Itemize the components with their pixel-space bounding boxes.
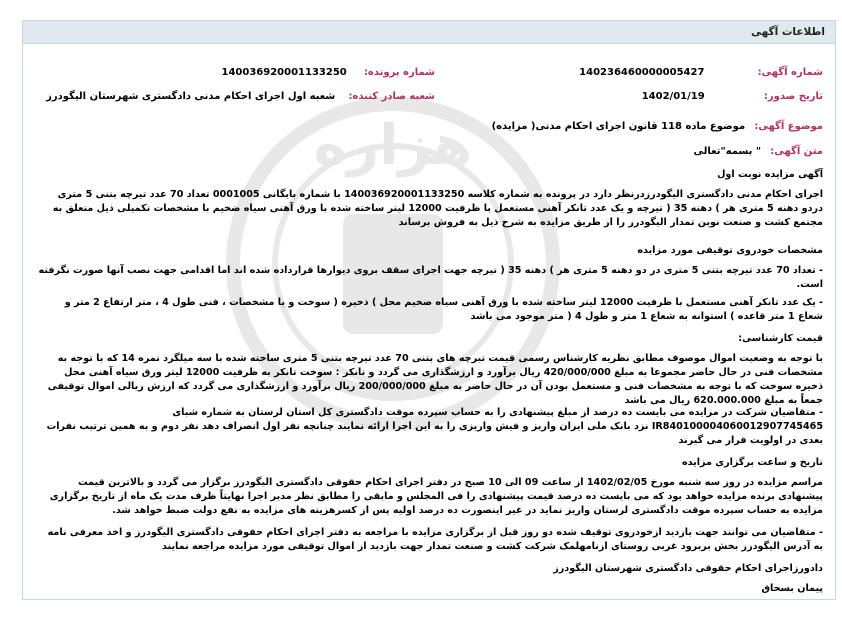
ad-number-row (579, 66, 823, 79)
case-number-label: شماره پرونده: (363, 67, 435, 78)
issue-date-row (642, 90, 823, 103)
watermark-text: هزاره (313, 113, 473, 178)
case-number-value: 140036920001133250 (221, 67, 347, 78)
case-number-row (222, 66, 436, 79)
price-heading: قیمت کارشناسی: (738, 333, 823, 344)
issuing-branch-label: شعبه صادر کننده: (348, 91, 435, 102)
text-label: متن آگهی: (770, 146, 823, 157)
issuing-branch-value: شعبه اول اجرای احکام مدنی دادگستری شهرستان الیگودرز (46, 91, 336, 102)
panel-title: اطلاعات آگهی (23, 21, 835, 44)
subject-label: موضوع آگهی: (754, 121, 823, 132)
specs-heading: مشخصات خودروی توقیفی مورد مزایده (637, 245, 823, 256)
paragraph-schedule: مراسم مزایده در روز سه شنبه مورخ 1402/02/05 از ساعت 09 الی 10 صبح در دفتر اجرای احکام حقوقی دادگستری الیگودرز برگزار می گردد و بالاترین قیمت پیشنهادی برنده مزایده خواهد بود که می بایست ده درصد قیمت پیشنهادی را فی المجلس و مابقی را مطابق نظر مدیر اجرا نهایتاً ظرف مدت یک ماه از تاریخ برگزاری مزایده به حساب سپرده موقت دادگستری لرستان واریز نماید در غیر اینصورت ده درصد اولیه پس از کسرهزینه های مزایده به نفع دولت ضبط خواهد شد. (49, 477, 823, 516)
spec-item-1: - تعداد 70 عدد تیرچه بتنی 5 متری در دو دهنه 5 متری هر ) دهنه 35 ( تیرچه جهت اجرای سقف بروی دیوارها قرارداده شده اند اما اقدامی جهت نصب آنها صورت نگرفته است. (38, 265, 823, 290)
spec-item-2: - یک عدد تانکر آهنی مستعمل با ظرفیت 12000 لیتر ساخته شده با ورق آهنی سیاه ضخیم محل ) ذخیره ( سوخت و با مشخصات ، فنی طول 4 ، متر ارتفاع 2 متر و شعاع 1 متر قاعده ) استوانه به شعاع 1 متر و طول 4 ( متر موجود می باشد (64, 297, 823, 322)
ad-number-value: 140236460000005427 (579, 67, 705, 78)
paragraph-visit: - متقاضیان می توانند جهت بازدید ازخودروی توقیف شده دو روز قبل از برگزاری مزایده با مراجعه به دفتر اجرای احکام حقوقی دادگستری الیگودرز و اخذ معرفی نامه به آدرس الیگودرز بخش بربرود غربی روستای ازنامهلمک شرکت کشت و صنعت تمدار جهت بازدید از اموال توقیفی مورد مزایده مراجعه نمایند (47, 527, 823, 552)
issue-date-label: تاریخ صدور: (763, 91, 823, 102)
text-row (693, 145, 823, 158)
subject-value: موضوع ماده 118 قانون اجرای احکام مدنی( مزایده) (491, 121, 746, 132)
paragraph-intro: اجرای احکام مدنی دادگستری الیگودرزدرنظر دارد در پرونده به شماره کلاسه 140036920001133250 با شماره بایگانی 0001005 تعداد 70 عدد تیرچه بتنی 5 متری دردو دهنه 5 متری هر ) دهنه 35 ( تیرچه و یک عدد تانکر آهنی مستعمل با ظرفیت 12000 لیتر ساخته شده با ورق آهنی سیاه ضخیم با مشخصات تکمیلی ذیل متعلق به مجتمع کشت و صنعت نوین تمدار الیگودرز را از طریق مزایده به شرح ذیل به فروش برساند (52, 189, 823, 228)
issue-date-value: 1402/01/19 (641, 91, 705, 102)
announcement-title: آگهی مزایده نوبت اول (717, 169, 823, 180)
opening-line: " بسمه"تعالی (693, 146, 762, 157)
signature-office: دادورزاجرای احکام حقوقی دادگستری شهرستان الیگودرز (553, 563, 823, 574)
signature-name: پیمان بسحاق (761, 583, 823, 594)
ad-info-panel (22, 20, 836, 600)
ad-number-label: شماره آگهی: (757, 67, 823, 78)
issuing-branch-row (46, 90, 435, 103)
subject-row (492, 120, 823, 133)
paragraph-price: با توجه به وضعیت اموال موصوف مطابق نظریه کارشناس رسمی قیمت تیرچه های بتنی 70 عدد تیرچه بتنی 5 متری ساخته شده با سه میلگرد نمره 14 که با توجه به مشخصات فنی در حال حاضر مجموعا به مبلغ 420/000/000 ریال برآورد و ارزشگذاری می گردد و تانکر : سوخت تانکر به ظرفیت 12000 لیتر ورق سیاه آهنی محل ذخیره سوخت که با توجه به مشخصات فنی و مستعمل بودن آن در حال حاضر به مبلغ 200/000/000 ریال برآورد و ارزشگذاری می گردد که ارزش ریالی اموال توقیفی جمعاً به مبلغ 620.000.000 ریال می باشد (47, 353, 823, 406)
paragraph-deposit: - متقاضیان شرکت در مزایده می بایست ده درصد از مبلغ پیشنهادی را به حساب سپرده موقت دادگستری کل استان لرستان به شماره شبای IR840100004060012907745465 نزد بانک ملی ایران واریز و فیش واریزی را به این اجرا ارائه نمایند چنانچه نفر اول انصراف دهد نفر دوم و به همین ترتیب نفرات بعدی در اولویت قرار می گیرند (46, 407, 823, 446)
time-heading: تاریخ و ساعت برگزاری مزایده (681, 457, 823, 468)
